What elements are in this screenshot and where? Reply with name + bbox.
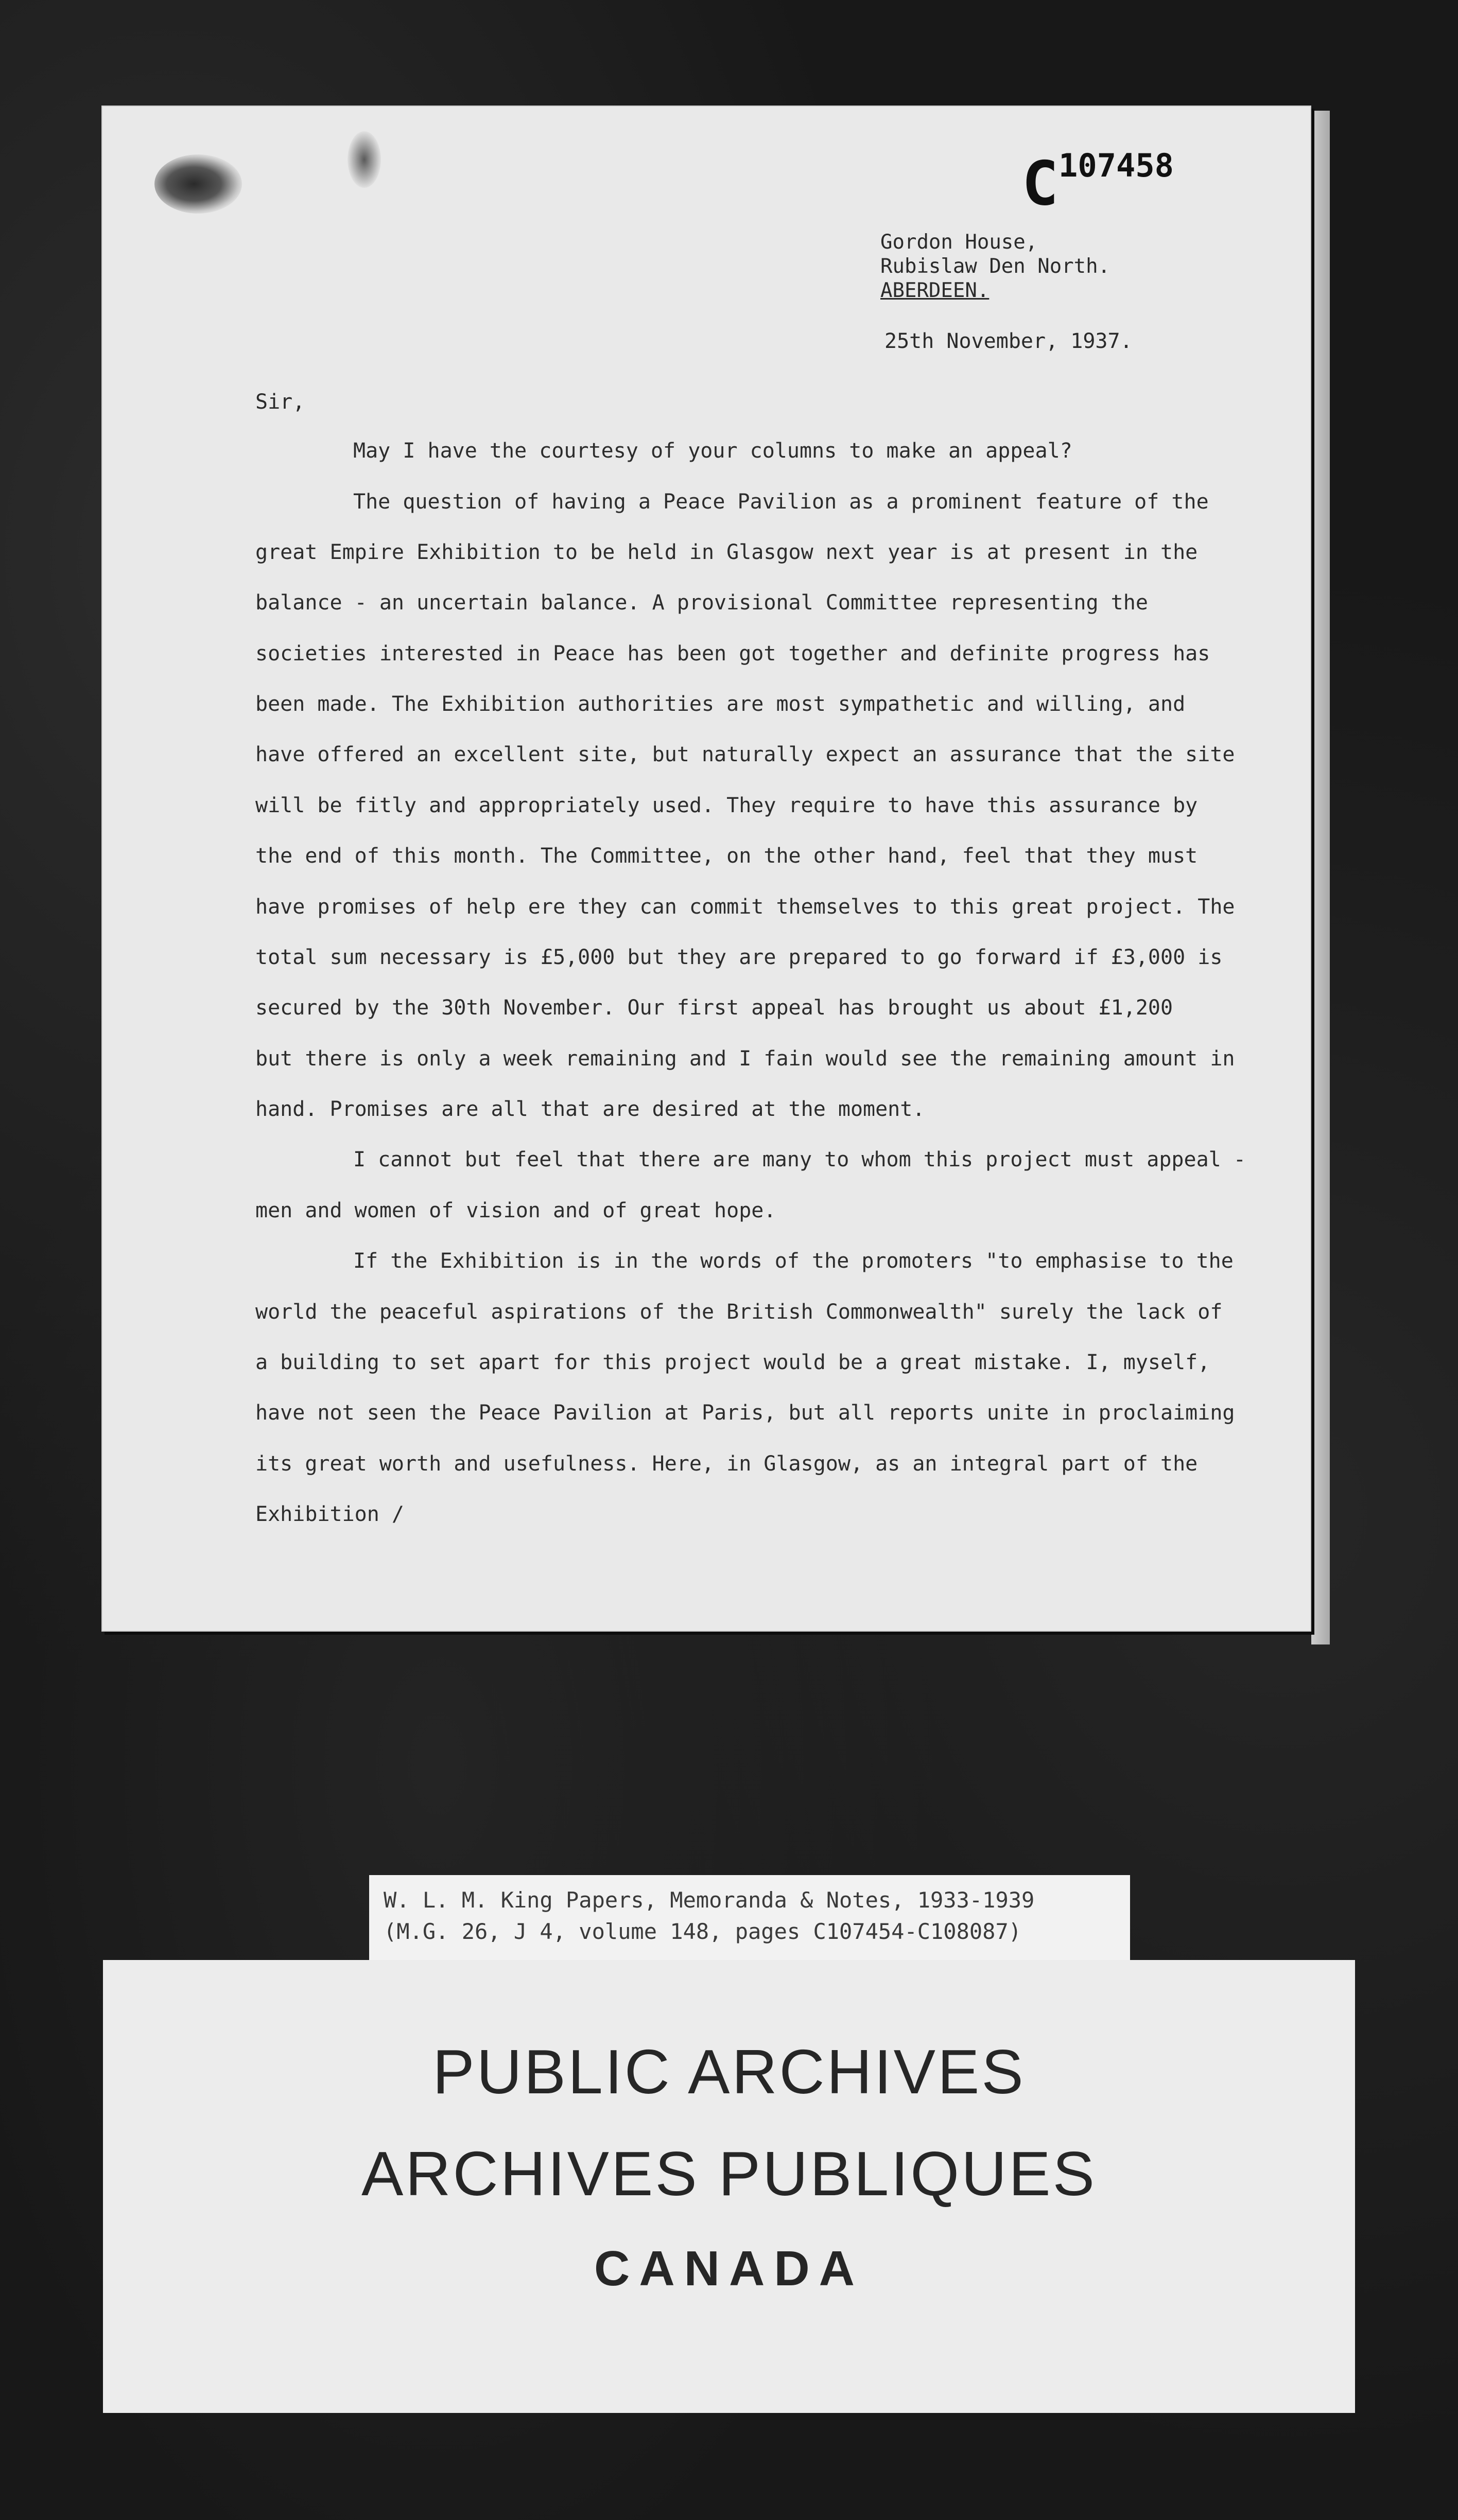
page-edge-shadow bbox=[1311, 111, 1330, 1644]
body-line-5: societies interested in Peace has been got together and definite progress has bbox=[255, 642, 1210, 666]
document-number-digits: 107458 bbox=[1058, 147, 1174, 184]
body-line-3: great Empire Exhibition to be held in Glasgow next year is at present in the bbox=[255, 540, 1198, 564]
body-line-2: The question of having a Peace Pavilion as a prominent feature of the bbox=[353, 490, 1209, 514]
body-line-15: I cannot but feel that there are many to whom this project must appeal - bbox=[353, 1148, 1246, 1171]
archives-title-english: PUBLIC ARCHIVES bbox=[432, 2037, 1026, 2107]
address-line-1: Gordon House, bbox=[880, 231, 1038, 254]
salutation: Sir, bbox=[255, 390, 305, 414]
archive-label-line-1: W. L. M. King Papers, Memoranda & Notes, 1933-1939 bbox=[384, 1887, 1035, 1913]
body-line-20: have not seen the Peace Pavilion at Paris, but all reports unite in proclaiming bbox=[255, 1401, 1235, 1425]
address-line-2: Rubislaw Den North. bbox=[880, 255, 1110, 278]
address-line-3: ABERDEEN. bbox=[880, 279, 990, 302]
document-number-prefix: C bbox=[1022, 148, 1059, 219]
document-number bbox=[1022, 147, 1174, 219]
ink-smudge-small bbox=[348, 131, 381, 188]
body-line-18: world the peaceful aspirations of the British Commonwealth" surely the lack of bbox=[255, 1300, 1223, 1324]
body-line-7: have offered an excellent site, but naturally expect an assurance that the site bbox=[255, 743, 1235, 766]
ink-smudge bbox=[154, 154, 242, 214]
body-line-1: May I have the courtesy of your columns to make an appeal? bbox=[353, 439, 1072, 463]
archive-label-line-2: (M.G. 26, J 4, volume 148, pages C107454-C108087) bbox=[384, 1919, 1022, 1944]
body-line-19: a building to set apart for this project would be a great mistake. I, myself, bbox=[255, 1351, 1210, 1374]
body-line-10: have promises of help ere they can commit themselves to this great project. The bbox=[255, 895, 1235, 919]
body-line-11: total sum necessary is £5,000 but they are prepared to go forward if £3,000 is bbox=[255, 946, 1223, 969]
body-line-12: secured by the 30th November. Our first appeal has brought us about £1,200 bbox=[255, 996, 1173, 1020]
body-line-22: Exhibition / bbox=[255, 1502, 404, 1526]
body-line-9: the end of this month. The Committee, on the other hand, feel that they must bbox=[255, 844, 1198, 868]
body-line-13: but there is only a week remaining and I fain would see the remaining amount in bbox=[255, 1047, 1235, 1071]
body-line-8: will be fitly and appropriately used. They require to have this assurance by bbox=[255, 794, 1198, 817]
archives-title-french: ARCHIVES PUBLIQUES bbox=[361, 2139, 1097, 2209]
body-line-6: been made. The Exhibition authorities are most sympathetic and willing, and bbox=[255, 692, 1186, 716]
letter-date: 25th November, 1937. bbox=[884, 329, 1133, 353]
body-line-14: hand. Promises are all that are desired at the moment. bbox=[255, 1097, 925, 1121]
body-line-16: men and women of vision and of great hope. bbox=[255, 1199, 776, 1222]
archives-title-country: CANADA bbox=[594, 2241, 864, 2296]
body-line-4: balance - an uncertain balance. A provisional Committee representing the bbox=[255, 591, 1148, 615]
body-line-17: If the Exhibition is in the words of the promoters "to emphasise to the bbox=[353, 1249, 1234, 1273]
body-line-21: its great worth and usefulness. Here, in Glasgow, as an integral part of the bbox=[255, 1452, 1198, 1476]
